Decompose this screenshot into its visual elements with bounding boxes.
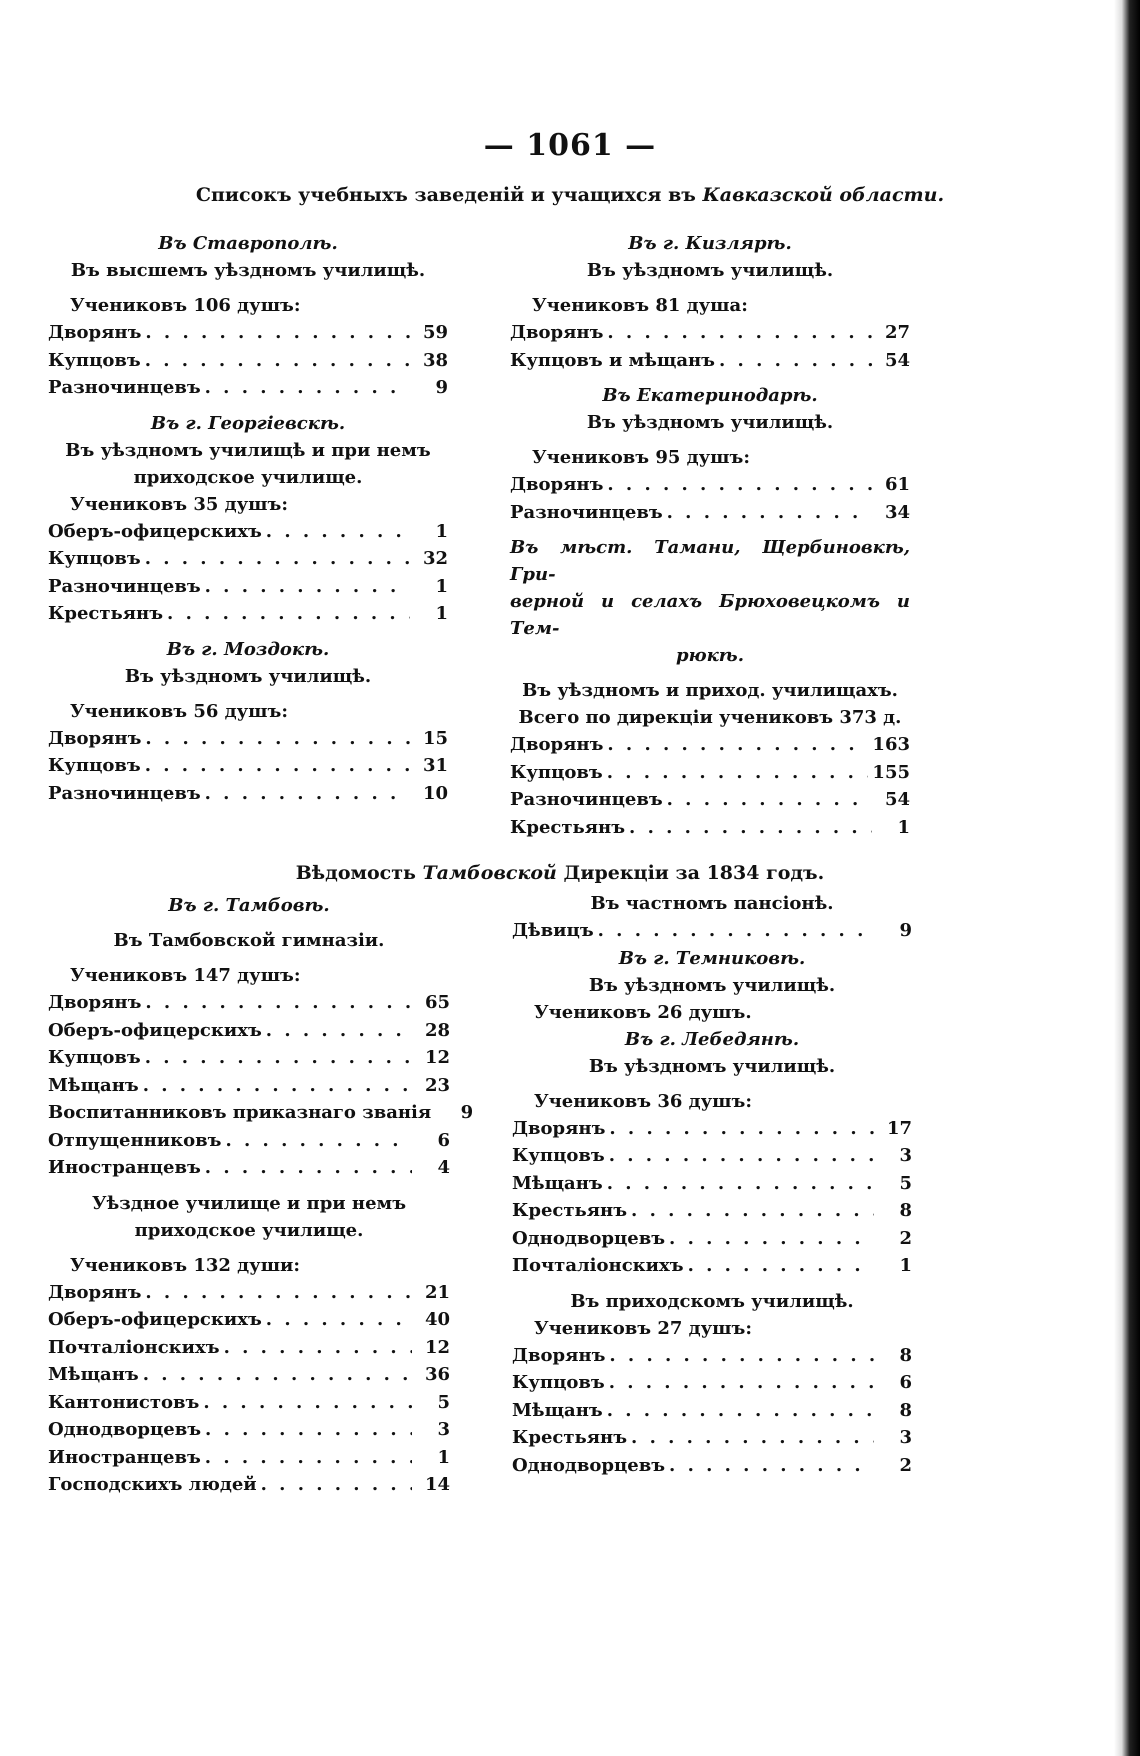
table-row: Оберъ-офицерскихъ . . . 40 <box>48 1306 450 1334</box>
table-row: Купцовъ и мѣщанъ . . . 54 <box>510 347 910 375</box>
table-row: Дворянъ . . . 163 <box>510 731 910 759</box>
table-row: Иностранцевъ . . . 4 <box>48 1154 450 1182</box>
rows-tambov <box>48 989 474 1182</box>
place-stavropol: Въ Ставрополѣ. <box>158 233 338 254</box>
school-georgievsk-line2: приходское училище. <box>133 466 363 488</box>
table-row: Крестьянъ . . . 1 <box>510 814 910 842</box>
table-row: Дворянъ . . . 65 <box>48 989 450 1017</box>
table-row: Дворянъ . . . 59 <box>48 319 448 347</box>
rows-ekaterinodar <box>510 471 910 526</box>
place-ekaterinodar: Въ Екатеринодарѣ. <box>602 385 818 406</box>
total-mozdok: Учениковъ 56 душъ: <box>70 700 288 722</box>
place-taman-line1: Въ мѣст. Тамани, Щербиновкѣ, Гри- <box>510 537 910 585</box>
right-column-caucasus <box>510 230 910 841</box>
table-row: Мѣщанъ . . . 36 <box>48 1361 450 1389</box>
total-lebedyan: Учениковъ 36 душъ: <box>534 1090 752 1112</box>
place-georgievsk: Въ г. Георгіевскѣ. <box>150 412 346 434</box>
place-taman-line2: верной и селахъ Брюховецкомъ и Тем- <box>510 591 910 639</box>
table-row: Однодворцевъ . . . 2 <box>512 1452 912 1480</box>
place-taman-line3: рюкѣ. <box>676 645 744 666</box>
school-lebedyan: Въ уѣздномъ училищѣ. <box>588 1055 836 1077</box>
school-taman: Въ уѣздномъ и приход. училищахъ. <box>522 680 898 701</box>
total-temnikov: Учениковъ 26 душъ. <box>534 1001 752 1023</box>
rows-tambov-uezd <box>48 1279 450 1499</box>
left-column-tambov <box>48 892 474 1499</box>
rows-georgievsk <box>48 518 448 628</box>
school-tambov-gymnasium: Въ Тамбовской гимназіи. <box>113 930 385 951</box>
school-kizlyar: Въ уѣздномъ училищѣ. <box>586 260 834 281</box>
total-kizlyar: Учениковъ 81 душа: <box>532 295 748 316</box>
left-column-caucasus <box>48 230 448 807</box>
table-row: Дворянъ . . . 27 <box>510 319 910 347</box>
table-row: Разночинцевъ . . . 9 <box>48 374 448 402</box>
table-row: Купцовъ . . . 6 <box>512 1369 912 1397</box>
table-row: Мѣщанъ . . . 8 <box>512 1397 912 1425</box>
heading-text: Списокъ учебныхъ заведеній и учащихся въ <box>195 184 703 206</box>
heading-region: Тамбовской <box>422 862 557 884</box>
place-temnikov: Въ г. Темниковѣ. <box>618 947 806 969</box>
table-row: Оберъ-офицерскихъ . . . 28 <box>48 1017 450 1045</box>
total-stavropol: Учениковъ 106 душъ: <box>70 295 301 316</box>
heading-text: Вѣдомость <box>295 862 423 884</box>
school-lebedyan-parish: Въ приходскомъ училищѣ. <box>570 1290 854 1312</box>
table-row: Дворянъ . . . 21 <box>48 1279 450 1307</box>
table-row: Однодворцевъ . . . 3 <box>48 1416 450 1444</box>
table-row: Крестьянъ . . . 3 <box>512 1424 912 1452</box>
school-stavropol: Въ высшемъ уѣздномъ училищѣ. <box>70 260 426 281</box>
table-row: Дворянъ . . . 15 <box>48 725 448 753</box>
rows-kizlyar <box>510 319 910 374</box>
table-row: Иностранцевъ . . . 1 <box>48 1444 450 1472</box>
table-row: Однодворцевъ . . . 2 <box>512 1225 912 1253</box>
rows-mozdok <box>48 725 448 808</box>
table-row: Крестьянъ . . . 8 <box>512 1197 912 1225</box>
school-georgievsk-line1: Въ уѣздномъ училищѣ и при немъ <box>65 439 431 461</box>
table-row: Купцовъ . . . 38 <box>48 347 448 375</box>
table-row: Дворянъ . . . 17 <box>512 1115 912 1143</box>
rows-directorate <box>510 731 910 841</box>
heading-text-tail: Дирекціи за 1834 годъ. <box>556 862 825 884</box>
total-georgievsk: Учениковъ 35 душъ: <box>70 493 288 515</box>
place-kizlyar: Въ г. Кизлярѣ. <box>628 233 792 254</box>
table-row: Почталіонскихъ . . . 1 <box>512 1252 912 1280</box>
table-row: Дѣвицъ . . . 9 <box>512 917 912 945</box>
table-row: Разночинцевъ . . . 54 <box>510 786 910 814</box>
table-row: Мѣщанъ . . . 5 <box>512 1170 912 1198</box>
table-row: Купцовъ . . . 155 <box>510 759 910 787</box>
school-tambov-uezd-line1: Уѣздное училище и при немъ <box>92 1192 406 1214</box>
table-row: Купцовъ . . . 3 <box>512 1142 912 1170</box>
table-row: Купцовъ . . . 31 <box>48 752 448 780</box>
table-row: Разночинцевъ . . . 1 <box>48 573 448 601</box>
table-row: Мѣщанъ . . . 23 <box>48 1072 450 1100</box>
total-tambov-uezd: Учениковъ 132 души: <box>70 1254 301 1276</box>
table-row: Купцовъ . . . 32 <box>48 545 448 573</box>
table-row: Кантонистовъ . . . 5 <box>48 1389 450 1417</box>
table-row: Господскихъ людей . . . 14 <box>48 1471 450 1499</box>
heading-region: Кавказской области. <box>702 184 945 206</box>
table-row: Купцовъ . . . 12 <box>48 1044 450 1072</box>
tambov-heading <box>0 862 1130 884</box>
table-row: Отпущенниковъ . . . 6 <box>48 1127 450 1155</box>
right-column-tambov <box>512 890 912 1479</box>
rows-lebedyan-parish <box>512 1342 912 1480</box>
table-row: Почталіонскихъ . . . 12 <box>48 1334 450 1362</box>
table-row: Дворянъ . . . 61 <box>510 471 910 499</box>
caucasus-heading <box>0 184 1140 206</box>
total-tambov: Учениковъ 147 душъ: <box>70 965 301 986</box>
page-number: — 1061 — <box>483 128 657 163</box>
total-ekaterinodar: Учениковъ 95 душъ: <box>532 447 750 468</box>
rows-lebedyan <box>512 1115 912 1280</box>
total-lebedyan-parish: Учениковъ 27 душъ: <box>534 1317 752 1339</box>
table-row: Дворянъ . . . 8 <box>512 1342 912 1370</box>
table-row: Воспитанниковъ приказнаго званія 9 <box>48 1102 474 1123</box>
place-mozdok: Въ г. Моздокѣ. <box>166 638 330 660</box>
school-pension: Въ частномъ пансіонѣ. <box>590 893 834 914</box>
school-mozdok: Въ уѣздномъ училищѣ. <box>124 665 372 687</box>
school-ekaterinodar: Въ уѣздномъ училищѣ. <box>586 412 834 433</box>
place-lebedyan: Въ г. Лебедянѣ. <box>624 1028 800 1050</box>
table-row: Крестьянъ . . . 1 <box>48 600 448 628</box>
table-row: Разночинцевъ . . . 34 <box>510 499 910 527</box>
table-row: Разночинцевъ . . . 10 <box>48 780 448 808</box>
total-directorate: Всего по дирекціи учениковъ 373 д. <box>518 707 902 728</box>
school-temnikov: Въ уѣздномъ училищѣ. <box>588 974 836 996</box>
school-tambov-uezd-line2: приходское училище. <box>134 1219 364 1241</box>
rows-stavropol <box>48 319 448 402</box>
place-tambov: Въ г. Тамбовѣ. <box>168 895 330 916</box>
table-row: Оберъ-офицерскихъ . . . 1 <box>48 518 448 546</box>
